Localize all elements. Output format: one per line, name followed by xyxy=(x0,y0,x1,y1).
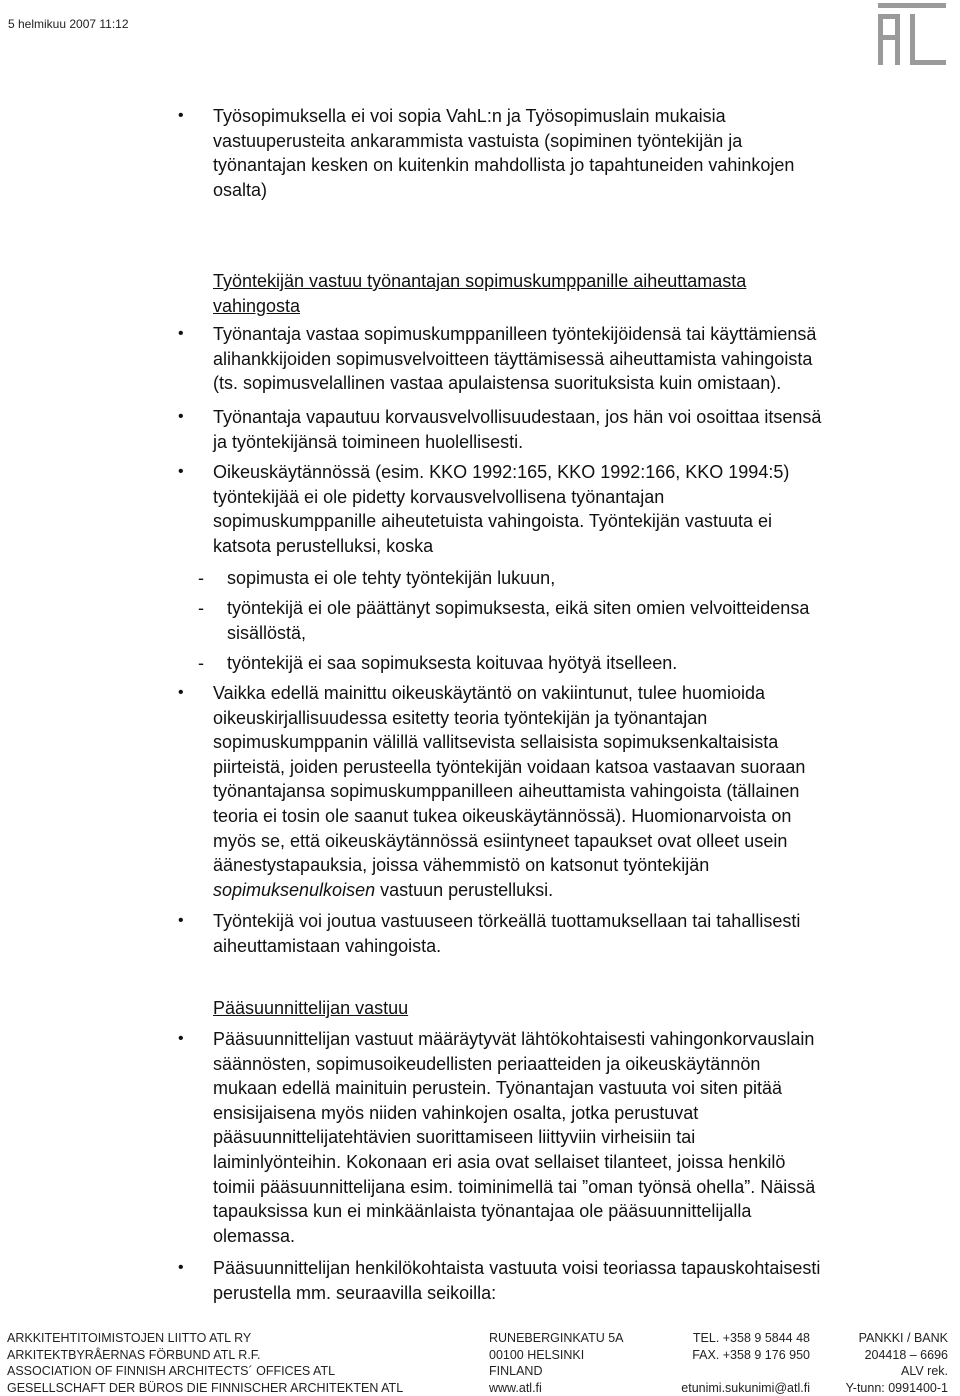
paragraph-employer-liability: Työnantaja vastaa sopimuskumppanilleen työntekijöidensä tai käyttämiensä alihankkijoiden sopimusvelvoitteen täyttämisessä aiheuttamista vahingoista (ts. sopimusvelallinen vastaa apulaistensa suorituksista kuin omistaan). xyxy=(213,324,817,394)
bullet-icon: • xyxy=(178,325,184,342)
bullet-icon: • xyxy=(178,463,184,480)
bullet-icon: • xyxy=(178,912,184,929)
paragraph-case-law: Oikeuskäytännössä (esim. KKO 1992:165, KKO 1992:166, KKO 1994:5) työntekijää ei ole pidetty korvausvelvollisena työnantajan sopimuskumppanille aiheutetuista vahingoista. Työntekijän vastuuta ei katsota perustelluksi, koska xyxy=(213,462,790,556)
bullet-icon: • xyxy=(178,1030,184,1047)
website-link[interactable]: www.atl.fi xyxy=(489,1380,542,1395)
section-heading-employee-liability: Työntekijän vastuu työnantajan sopimuskumppanille aiheuttamasta vahingosta xyxy=(213,271,747,316)
paragraph-contract-limits: Työsopimuksella ei voi sopia VahL:n ja Työsopimuslain mukaisia vastuuperusteita ankarammista vastuista (sopiminen työntekijän ja työnantajan kesken on kuitenkin mahdollista jo tapahtuneiden vahinkojen osalta) xyxy=(213,106,795,200)
paragraph-gross-negligence: Työntekijä voi joutua vastuuseen törkeällä tuottamuksellaan tai tahallisesti aiheuttamistaan vahingoista. xyxy=(213,911,801,956)
bullet-icon: • xyxy=(178,408,184,425)
footer-address: RUNEBERGINKATU 5A 00100 HELSINKI FINLAND www.atl.fi xyxy=(489,1331,624,1395)
paragraph-employer-release: Työnantaja vapautuu korvausvelvollisuudestaan, jos hän voi osoittaa itsensä ja työntekijänsä toimineen huolellisesti. xyxy=(213,407,822,452)
italic-term: sopimuksenulkoisen xyxy=(213,879,376,900)
paragraph-theory: Vaikka edellä mainittu oikeuskäytäntö on vakiintunut, tulee huomioida oikeuskirjallisuudessa esitetty teoria työntekijän ja työnantajan sopimuskumppanin välillä vallitsevista sellaisista sopimuksenkaltaisista piirteistä, joiden perusteella työntekijän voidaan katsoa vastaavan suoraan työnantajansa sopimuskumppanilleen aiheuttamista vahingoista (tällainen teoria ei tosin ole saanut tukea oikeuskäytännössä). Huomionarvoista on myös se, että oikeuskäytännössä esiintyneet tapaukset ovat olleet usein äänestystapauksia, joissa vähemmistö on katsonut työntekijän sopimuksenulkoisen vastuun perustelluksi. xyxy=(213,683,806,900)
document-date: 5 helmikuu 2007 11:12 xyxy=(8,17,129,31)
dash-marker: - xyxy=(198,568,204,588)
dash-marker: - xyxy=(198,653,204,673)
paragraph-chief-designer-liability: Pääsuunnittelijan vastuut määräytyvät lähtökohtaisesti vahingonkorvauslain säännösten, sopimusoikeudellisten periaatteiden ja oikeuskäytännön mukaan edellä mainituin perustein. Työnantajan vastuuta voi siten pitää ensisijaisena myös niiden vahinkojen osalta, jotka perustuvat pääsuunnittelijatehtävien suorittamiseen liittyviin virheisiin tai laiminlyönteihin. Kokonaan eri asia ovat sellaiset tilanteet, joissa henkilö toimii pääsuunnittelijana esim. toiminimellä tai ”oman työnsä ohella”. Näissä tapauksissa kun ei minkäänlaista työnantajaa ole pääsuunnittelijalla olemassa. xyxy=(213,1029,816,1246)
bullet-icon: • xyxy=(178,107,184,124)
footer-bank: PANKKI / BANK 204418 – 6696 ALV rek. Y-tunn: 0991400-1 xyxy=(845,1331,948,1395)
atl-logo xyxy=(878,3,946,65)
paragraph-personal-liability: Pääsuunnittelijan henkilökohtaista vastuuta voisi teoriassa tapauskohtaisesti perustella mm. seuraavilla seikoilla: xyxy=(213,1258,821,1303)
reason-item-1: sopimusta ei ole tehty työntekijän lukuun, xyxy=(227,568,556,588)
dash-marker: - xyxy=(198,598,204,618)
section-heading-chief-designer: Pääsuunnittelijan vastuu xyxy=(213,998,409,1018)
bullet-icon: • xyxy=(178,1259,184,1276)
footer-contact: TEL. +358 9 5844 48 FAX. +358 9 176 950 etunimi.sukunimi@atl.fi xyxy=(660,1330,810,1396)
bullet-icon: • xyxy=(178,684,184,701)
footer-organization: ARKKITEHTITOIMISTOJEN LIITTO ATL RY ARKITEKTBYRÅERNAS FÖRBUND ATL R.F. ASSOCIATION OF FINNISH ARCHITECTS´ OFFICES ATL GESELLSCHAFT DER BÜROS DIE FINNISCHER ARCHITEKTEN ATL xyxy=(7,1331,404,1395)
email-link[interactable]: etunimi.sukunimi@atl.fi xyxy=(681,1380,810,1395)
reason-item-3: työntekijä ei saa sopimuksesta koituvaa hyötyä itselleen. xyxy=(227,653,678,673)
reason-item-2: työntekijä ei ole päättänyt sopimuksesta, eikä siten omien velvoitteidensa sisällöstä, xyxy=(227,598,810,643)
